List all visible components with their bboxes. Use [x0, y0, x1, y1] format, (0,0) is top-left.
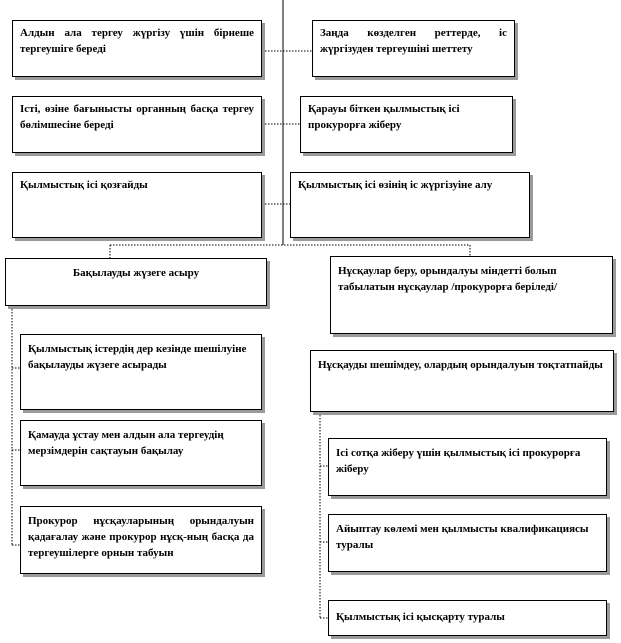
box-control — [5, 258, 267, 306]
box-text: Нұсқаулар беру, орындалуы міндетті болып табылатын нұсқаулар /прокурорға беріледі/ — [338, 265, 558, 293]
box-text: Заңда көзделген реттерде, іс жүргізуден тергеушіні шеттету — [320, 27, 507, 55]
box-text: Қылмыстық ісі қозғайды — [20, 179, 148, 191]
box-text: Айыптау көлемі мен қылмысты квалификациясы туралы — [336, 523, 589, 551]
box-text: Істі, өзіне бағынысты органның басқа тергеу бөлімшесіне береді — [20, 103, 254, 131]
box-top-right-1 — [312, 20, 515, 77]
box-instructions — [330, 256, 613, 334]
box-top-left-1 — [12, 20, 262, 77]
box-text: Қарауы біткен қылмыстық ісі прокурорға жіберу — [308, 103, 460, 131]
box-text: Бақылауды жүзеге асыру — [72, 267, 200, 279]
box-text: Қамауда ұстау мен алдын ала тергеудің мерзімдерін сақтауын бақылау — [28, 429, 224, 457]
box-top-right-3 — [290, 172, 530, 238]
box-text: Қылмыстық істердің дер кезінде шешілуіне бақылауды жүзеге асырады — [28, 343, 247, 371]
box-left-list-3 — [20, 506, 262, 574]
box-left-list-1 — [20, 334, 262, 410]
box-left-list-2 — [20, 420, 262, 486]
box-text: Қылмыстық ісі қысқарту туралы — [336, 611, 505, 623]
box-right-list-1 — [328, 438, 607, 496]
box-text: Ісі сотқа жіберу үшін қылмыстық ісі прокурорға жіберу — [336, 447, 581, 475]
box-top-right-2 — [300, 96, 513, 153]
box-top-left-2 — [12, 96, 262, 153]
box-top-left-3 — [12, 172, 262, 238]
box-text: Қылмыстық ісі өзінің іс жүргізуіне алу — [298, 179, 493, 191]
box-text: Алдын ала тергеу жүргізу үшін бірнеше тергеушіге береді — [20, 27, 254, 55]
box-right-list-3 — [328, 600, 607, 636]
box-text: Нұсқауды шешімдеу, олардың орындалуын тоқтатпайды — [318, 359, 603, 371]
box-text: Прокурор нұсқауларының орындалуын қадағалау және прокурор нұсқ-ның басқа да тергеушілерге орнын табуын — [28, 515, 254, 559]
box-right-sub — [310, 350, 614, 412]
box-right-list-2 — [328, 514, 607, 572]
